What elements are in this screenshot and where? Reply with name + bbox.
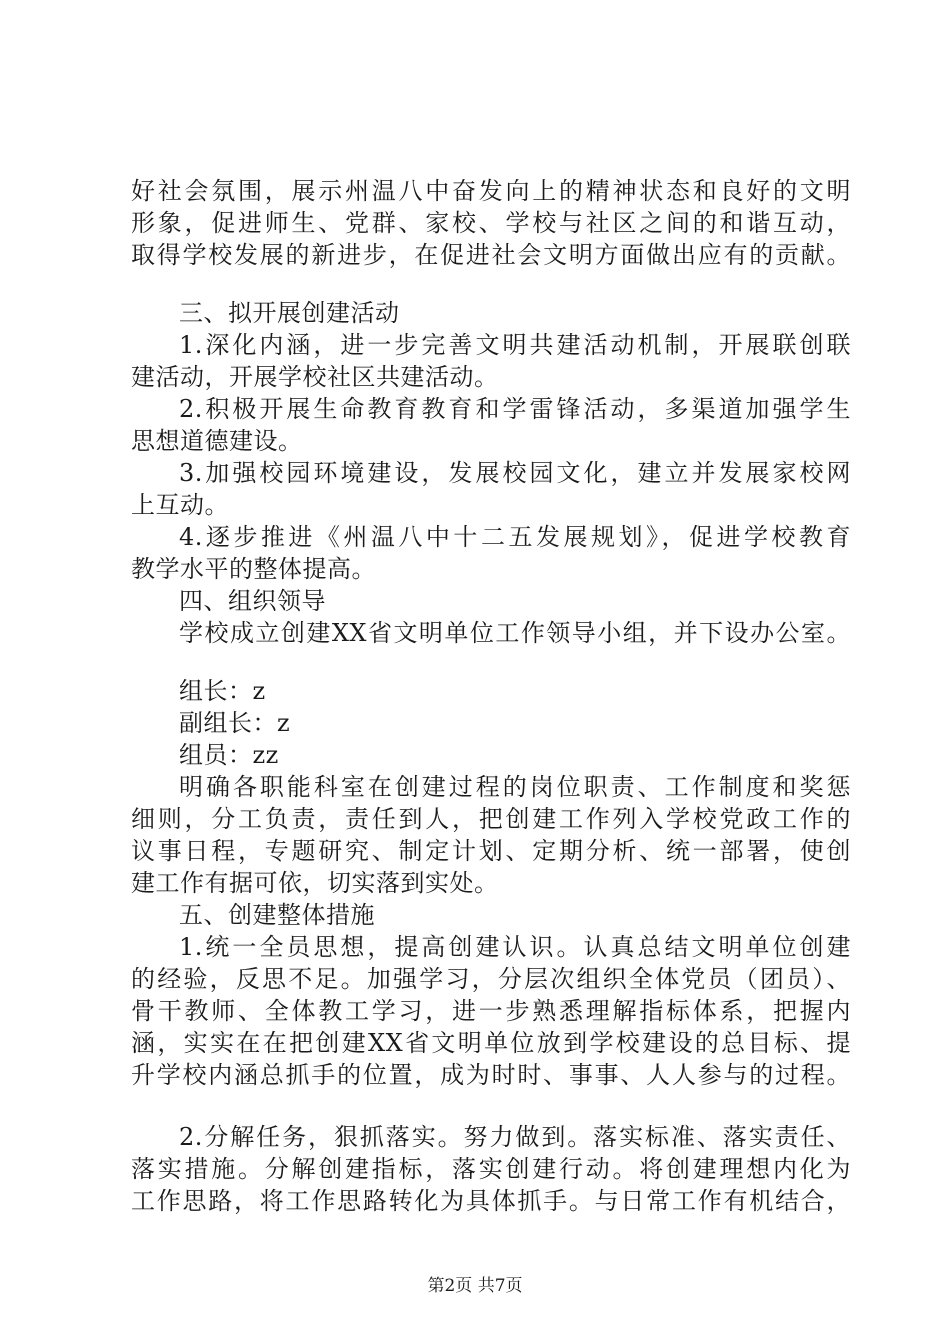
body-line: 4.逐步推进《州温八中十二五发展规划》，促进学校教育 xyxy=(179,523,851,551)
body-line: 3.加强校园环境建设，发展校园文化，建立并发展家校网 xyxy=(179,459,851,487)
body-line: 细则，分工负责，责任到人，把创建工作列入学校党政工作的 xyxy=(131,805,851,833)
body-line: 涵，实实在在把创建XX省文明单位放到学校建设的总目标、提 xyxy=(131,1029,851,1057)
body-line: 1.深化内涵，进一步完善文明共建活动机制，开展联创联 xyxy=(179,331,851,359)
body-line: 教学水平的整体提高。 xyxy=(131,555,376,583)
body-line: 的经验，反思不足。加强学习，分层次组织全体党员（团员）、 xyxy=(131,965,851,993)
deputy-leader-line: 副组长：z xyxy=(179,709,291,737)
body-line: 工作思路，将工作思路转化为具体抓手。与日常工作有机结合， xyxy=(131,1187,851,1215)
body-line: 好社会氛围，展示州温八中奋发向上的精神状态和良好的文明 xyxy=(131,177,851,205)
body-line: 议事日程，专题研究、制定计划、定期分析、统一部署，使创 xyxy=(131,837,851,865)
body-line: 形象，促进师生、党群、家校、学校与社区之间的和谐互动， xyxy=(131,209,851,237)
section-heading: 三、拟开展创建活动 xyxy=(179,299,400,327)
body-line: 2.积极开展生命教育教育和学雷锋活动，多渠道加强学生 xyxy=(179,395,851,423)
body-line: 建工作有据可依，切实落到实处。 xyxy=(131,869,499,897)
page-number-footer: 第2页 共7页 xyxy=(427,1276,523,1296)
body-line: 骨干教师、全体教工学习，进一步熟悉理解指标体系，把握内 xyxy=(131,997,851,1025)
leader-line: 组长：z xyxy=(179,677,266,705)
body-line: 取得学校发展的新进步，在促进社会文明方面做出应有的贡献。 xyxy=(131,241,851,269)
body-line: 1.统一全员思想，提高创建认识。认真总结文明单位创建 xyxy=(179,933,851,961)
body-line: 升学校内涵总抓手的位置，成为时时、事事、人人参与的过程。 xyxy=(131,1061,851,1089)
body-line: 上互动。 xyxy=(131,491,229,519)
body-line: 2.分解任务，狠抓落实。努力做到。落实标准、落实责任、 xyxy=(179,1123,851,1151)
body-line: 落实措施。分解创建指标，落实创建行动。将创建理想内化为 xyxy=(131,1155,851,1183)
body-line: 明确各职能科室在创建过程的岗位职责、工作制度和奖惩 xyxy=(179,773,851,801)
body-line: 学校成立创建XX省文明单位工作领导小组，并下设办公室。 xyxy=(179,619,851,647)
body-line: 思想道德建设。 xyxy=(131,427,303,455)
section-heading: 四、组织领导 xyxy=(179,587,326,615)
section-heading: 五、创建整体措施 xyxy=(179,901,375,929)
member-line: 组员：zz xyxy=(179,741,279,769)
body-line: 建活动，开展学校社区共建活动。 xyxy=(131,363,499,391)
